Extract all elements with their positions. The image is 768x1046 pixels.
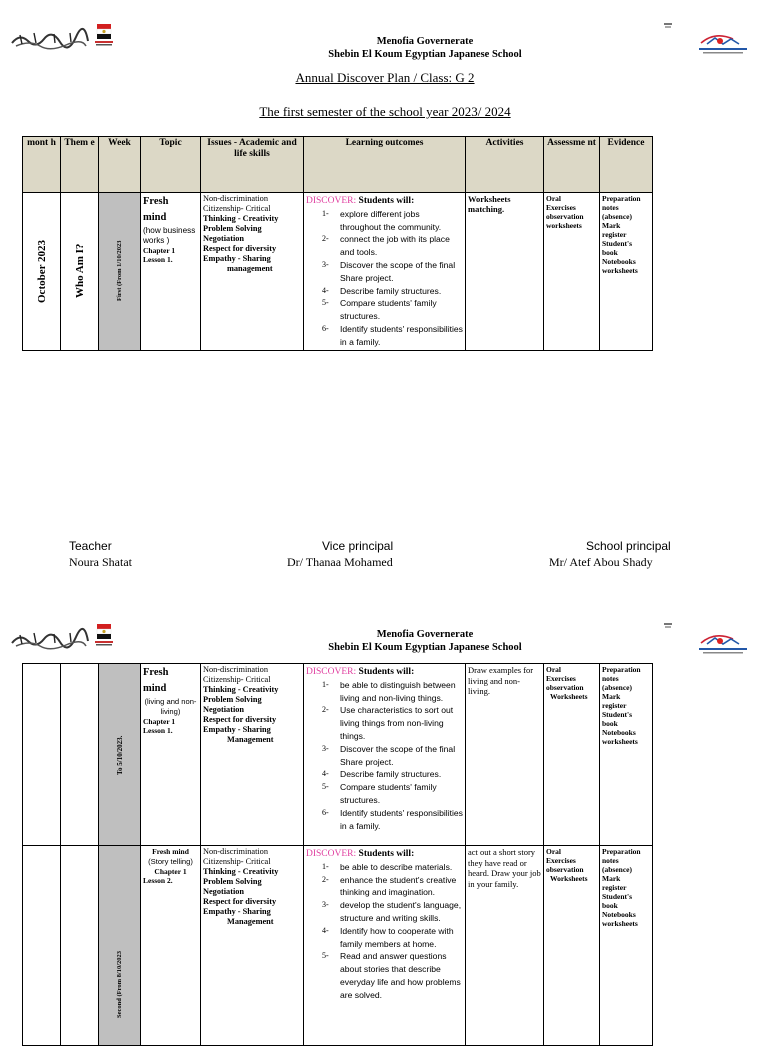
issue-line: Non-discrimination bbox=[203, 665, 268, 674]
outcome-number: 1- bbox=[322, 861, 329, 871]
outcome-number: 5- bbox=[322, 951, 329, 961]
activities-cell: Draw examples for living and non-living. bbox=[466, 664, 544, 846]
outcome-text: Identify students' responsibilities in a family. bbox=[340, 323, 463, 347]
table-row bbox=[23, 846, 653, 1046]
outcome-item bbox=[306, 861, 463, 874]
topic-title: Fresh mind bbox=[152, 847, 189, 856]
evidence-line: register bbox=[602, 230, 627, 239]
col-evidence: Evidence bbox=[600, 137, 653, 193]
evidence-cell bbox=[600, 664, 653, 846]
assessment-line: observation bbox=[546, 683, 584, 692]
page-2 bbox=[0, 600, 768, 1024]
evidence-line: Mark bbox=[602, 692, 621, 701]
topic-subtitle: (Story telling) bbox=[148, 857, 193, 866]
assessment-line: observation bbox=[546, 865, 584, 874]
topic-cell bbox=[141, 193, 201, 351]
outcome-item bbox=[306, 679, 463, 705]
table-header-row bbox=[23, 137, 653, 193]
evidence-line: Notebooks bbox=[602, 257, 636, 266]
outcome-item bbox=[306, 233, 463, 259]
month-cell bbox=[23, 846, 61, 1046]
chapter-label: Chapter 1 bbox=[143, 246, 176, 255]
students-will-label: Students will: bbox=[358, 667, 415, 677]
outcome-number: 2- bbox=[322, 705, 329, 715]
outcome-text: Discover the scope of the final Share project. bbox=[340, 743, 456, 767]
outcome-item bbox=[306, 781, 463, 807]
outcome-number: 6- bbox=[322, 807, 329, 817]
evidence-line: (absence) bbox=[602, 683, 632, 692]
evidence-line: notes bbox=[602, 856, 619, 865]
issue-line: Management bbox=[227, 917, 274, 926]
col-learning-outcomes: Learning outcomes bbox=[304, 137, 466, 193]
evidence-line: book bbox=[602, 901, 618, 910]
outcome-item bbox=[306, 208, 463, 234]
evidence-line: Preparation bbox=[602, 665, 641, 674]
evidence-line: Notebooks bbox=[602, 728, 636, 737]
outcome-text: Identify students' responsibilities in a family. bbox=[340, 807, 463, 831]
outcome-text: develop the student's language, structure and writing skills. bbox=[340, 900, 462, 923]
issue-line: Negotiation bbox=[203, 887, 245, 896]
issue-line: Problem Solving bbox=[203, 695, 262, 704]
issue-line: Problem Solving bbox=[203, 224, 262, 233]
assessment-line: worksheets bbox=[546, 221, 582, 230]
outcome-item bbox=[306, 743, 463, 769]
issue-line: Problem Solving bbox=[203, 877, 262, 886]
assessment-line: Exercises bbox=[546, 674, 576, 683]
outcome-item bbox=[306, 807, 463, 833]
assessment-cell bbox=[544, 846, 600, 1046]
outcome-item bbox=[306, 950, 463, 1001]
evidence-line: worksheets bbox=[602, 919, 638, 928]
outcomes-list bbox=[306, 861, 463, 1002]
issue-line: Non-discrimination bbox=[203, 847, 268, 856]
outcome-number: 3- bbox=[322, 743, 329, 753]
outcome-text: Discover the scope of the final Share project. bbox=[340, 259, 456, 283]
ministry-calligraphy-logo bbox=[10, 27, 90, 51]
assessment-line: Oral bbox=[546, 847, 561, 856]
col-assessment: Assessme nt bbox=[544, 137, 600, 193]
small-emblem-icon bbox=[663, 622, 673, 630]
topic-subtitle: (how business works ) bbox=[143, 226, 196, 245]
outcomes-list bbox=[306, 679, 463, 833]
month-cell bbox=[23, 664, 61, 846]
egypt-flag-icon bbox=[93, 622, 115, 650]
col-activities: Activities bbox=[466, 137, 544, 193]
assessment-line: Worksheets bbox=[550, 874, 588, 883]
assessment-line: Oral bbox=[546, 194, 561, 203]
outcome-text: Read and answer questions about stories that describe everyday life and how problems are solved. bbox=[340, 951, 461, 1000]
issue-line: Thinking - Creativity bbox=[203, 685, 279, 694]
outcome-text: enhance the student's creative thinking and imagination. bbox=[340, 874, 457, 898]
lesson-label: Lesson 2. bbox=[143, 876, 173, 885]
week-text: First (From 1/10/2023 bbox=[116, 241, 123, 302]
issue-line: Citizenship- Critical bbox=[203, 675, 271, 684]
evidence-line: Mark bbox=[602, 221, 621, 230]
outcome-number: 4- bbox=[322, 925, 329, 935]
activities-cell: Worksheets matching. bbox=[466, 193, 544, 351]
week-text: Second (From 8/10/2023 bbox=[116, 950, 123, 1018]
chapter-label: Chapter 1 bbox=[143, 717, 176, 726]
outcome-item bbox=[306, 899, 463, 925]
theme-cell bbox=[61, 846, 99, 1046]
learning-outcomes-cell bbox=[304, 846, 466, 1046]
learning-outcomes-cell bbox=[304, 193, 466, 351]
discover-label: DISCOVER: bbox=[306, 196, 357, 206]
outcome-item bbox=[306, 259, 463, 285]
outcome-text: Describe family structures. bbox=[340, 285, 442, 296]
activities-cell: act out a short story they have read or heard. Draw your job in your family. bbox=[466, 846, 544, 1046]
theme-cell bbox=[61, 664, 99, 846]
col-topic: Topic bbox=[141, 137, 201, 193]
topic-cell bbox=[141, 846, 201, 1046]
assessment-cell bbox=[544, 193, 600, 351]
evidence-line: book bbox=[602, 719, 618, 728]
outcome-number: 1- bbox=[322, 679, 329, 689]
outcome-text: Compare students' family structures. bbox=[340, 298, 437, 322]
evidence-line: Student's bbox=[602, 239, 633, 248]
outcome-item bbox=[306, 323, 463, 349]
chapter-label: Chapter 1 bbox=[154, 867, 187, 876]
month-cell bbox=[23, 193, 61, 351]
outcome-text: be able to distinguish between living and non-living things. bbox=[340, 679, 456, 703]
lesson-label: Lesson 1. bbox=[143, 726, 173, 735]
evidence-line: worksheets bbox=[602, 737, 638, 746]
table-row bbox=[23, 664, 653, 846]
egyptian-japanese-schools-logo bbox=[693, 633, 753, 659]
teacher-role: Teacher bbox=[69, 539, 112, 553]
evidence-line: Notebooks bbox=[602, 910, 636, 919]
week-cell bbox=[99, 846, 141, 1046]
evidence-line: Student's bbox=[602, 710, 633, 719]
evidence-line: notes bbox=[602, 203, 619, 212]
outcome-number: 6- bbox=[322, 323, 329, 333]
outcome-number: 4- bbox=[322, 769, 329, 779]
school-principal-role: School principal bbox=[586, 539, 671, 553]
evidence-line: register bbox=[602, 883, 627, 892]
issues-cell bbox=[201, 193, 304, 351]
ministry-calligraphy-logo bbox=[10, 627, 90, 651]
issues-cell bbox=[201, 664, 304, 846]
topic-subtitle: (living and non-living) bbox=[144, 697, 197, 716]
semester-title: The first semester of the school year 2023/ 2024 bbox=[259, 104, 511, 119]
outcome-item bbox=[306, 297, 463, 323]
evidence-line: notes bbox=[602, 674, 619, 683]
evidence-line: Mark bbox=[602, 874, 621, 883]
evidence-cell bbox=[600, 193, 653, 351]
governorate-name: Menofia Governerate bbox=[376, 629, 474, 640]
egyptian-japanese-schools-logo bbox=[693, 33, 753, 59]
evidence-line: Preparation bbox=[602, 194, 641, 203]
vice-principal-role: Vice principal bbox=[322, 539, 394, 553]
learning-outcomes-cell bbox=[304, 664, 466, 846]
col-theme: Them e bbox=[61, 137, 99, 193]
outcome-item bbox=[306, 925, 463, 951]
table-row bbox=[23, 193, 653, 351]
week-cell bbox=[99, 193, 141, 351]
governorate-name: Menofia Governerate bbox=[376, 36, 474, 47]
assessment-line: Exercises bbox=[546, 203, 576, 212]
topic-title: Fresh mind bbox=[143, 667, 169, 694]
school-principal-name: Mr/ Atef Abou Shady bbox=[549, 555, 653, 569]
assessment-line: Worksheets bbox=[550, 692, 588, 701]
outcome-number: 1- bbox=[322, 208, 329, 218]
outcome-number: 3- bbox=[322, 900, 329, 910]
small-emblem-icon bbox=[663, 22, 673, 30]
evidence-cell bbox=[600, 846, 653, 1046]
issue-line: Non-discrimination bbox=[203, 194, 268, 203]
issue-line: Respect for diversity bbox=[203, 715, 277, 724]
evidence-line: Student's bbox=[602, 892, 633, 901]
topic-cell bbox=[141, 664, 201, 846]
lesson-label: Lesson 1. bbox=[143, 255, 173, 264]
document-title: Annual Discover Plan / Class: G 2 bbox=[295, 70, 475, 85]
outcome-text: Compare students' family structures. bbox=[340, 782, 437, 805]
outcome-number: 2- bbox=[322, 234, 329, 244]
issue-line: Management bbox=[227, 735, 274, 744]
issues-cell bbox=[201, 846, 304, 1046]
outcomes-list bbox=[306, 208, 463, 349]
issue-line: Respect for diversity bbox=[203, 897, 277, 906]
plan-table bbox=[22, 136, 653, 351]
evidence-line: book bbox=[602, 248, 618, 257]
issue-line: Negotiation bbox=[203, 705, 245, 714]
discover-label: DISCOVER: bbox=[306, 667, 357, 677]
outcome-text: Identify how to cooperate with family members at home. bbox=[340, 925, 454, 949]
teacher-name: Noura Shatat bbox=[69, 555, 132, 569]
issue-line: Empathy - Sharing bbox=[203, 725, 271, 734]
students-will-label: Students will: bbox=[358, 196, 415, 206]
outcome-text: be able to describe materials. bbox=[340, 861, 453, 872]
students-will-label: Students will: bbox=[358, 849, 415, 859]
outcome-item bbox=[306, 285, 463, 298]
outcome-number: 5- bbox=[322, 298, 329, 308]
outcome-number: 5- bbox=[322, 782, 329, 792]
outcome-item bbox=[306, 768, 463, 781]
evidence-line: register bbox=[602, 701, 627, 710]
outcome-text: explore different jobs throughout the community. bbox=[340, 208, 442, 232]
theme-text: Who Am I? bbox=[73, 244, 86, 299]
issue-line: Respect for diversity bbox=[203, 244, 277, 253]
col-week: Week bbox=[99, 137, 141, 193]
vice-principal-name: Dr/ Thanaa Mohamed bbox=[287, 555, 393, 569]
issue-line: management bbox=[227, 264, 273, 273]
outcome-text: Describe family structures. bbox=[340, 769, 442, 780]
issue-line: Empathy - Sharing bbox=[203, 254, 271, 263]
assessment-line: observation bbox=[546, 212, 584, 221]
col-issues: Issues - Academic and life skills bbox=[201, 137, 304, 193]
outcome-number: 3- bbox=[322, 259, 329, 269]
school-name: Shebin El Koum Egyptian Japanese School bbox=[328, 642, 522, 653]
plan-table-continued bbox=[22, 663, 653, 1046]
week-text: To 5/10/2023. bbox=[115, 734, 124, 775]
issue-line: Citizenship- Critical bbox=[203, 857, 271, 866]
week-cell bbox=[99, 664, 141, 846]
discover-label: DISCOVER: bbox=[306, 849, 357, 859]
issue-line: Thinking - Creativity bbox=[203, 867, 279, 876]
issue-line: Empathy - Sharing bbox=[203, 907, 271, 916]
evidence-line: worksheets bbox=[602, 266, 638, 275]
outcome-number: 4- bbox=[322, 285, 329, 295]
outcome-item bbox=[306, 874, 463, 900]
issue-line: Negotiation bbox=[203, 234, 245, 243]
egypt-flag-icon bbox=[93, 22, 115, 50]
outcome-number: 2- bbox=[322, 874, 329, 884]
assessment-line: Exercises bbox=[546, 856, 576, 865]
assessment-line: Oral bbox=[546, 665, 561, 674]
month-text: October 2023 bbox=[35, 239, 48, 303]
outcome-text: Use characteristics to sort out living things from non-living things. bbox=[340, 705, 454, 741]
col-month: mont h bbox=[23, 137, 61, 193]
evidence-line: (absence) bbox=[602, 212, 632, 221]
evidence-line: (absence) bbox=[602, 865, 632, 874]
school-name: Shebin El Koum Egyptian Japanese School bbox=[328, 49, 522, 60]
issue-line: Thinking - Creativity bbox=[203, 214, 279, 223]
assessment-cell bbox=[544, 664, 600, 846]
topic-title: Fresh mind bbox=[143, 196, 169, 223]
issue-line: Citizenship- Critical bbox=[203, 204, 271, 213]
outcome-text: connect the job with its place and tools. bbox=[340, 234, 450, 258]
theme-cell bbox=[61, 193, 99, 351]
outcome-item bbox=[306, 704, 463, 742]
evidence-line: Preparation bbox=[602, 847, 641, 856]
